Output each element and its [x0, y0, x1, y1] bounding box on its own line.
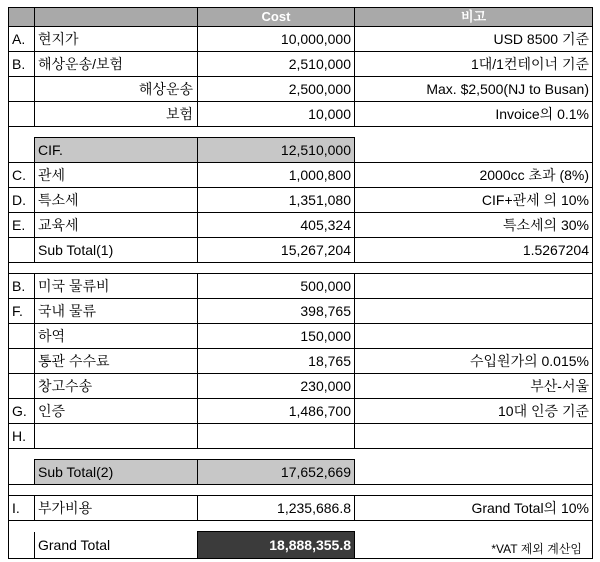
table-row: 하역 150,000	[9, 324, 593, 349]
header-item	[35, 8, 198, 27]
spacer-row	[9, 485, 593, 496]
footnote: *VAT 제외 계산임	[491, 542, 582, 556]
spacer-row	[9, 263, 593, 274]
header-row	[9, 8, 593, 27]
table-row-cif: CIF. 12,510,000	[9, 138, 593, 163]
table-row: F. 국내 물류 398,765	[9, 299, 593, 324]
table-row: B. 해상운송/보험 2,510,000 1대/1컨테이너 기준	[9, 52, 593, 77]
table-row: 창고수송 230,000 부산-서울	[9, 374, 593, 399]
spacer-row	[9, 449, 593, 460]
table-row: E. 교육세 405,324 특소세의 30%	[9, 213, 593, 238]
table-row: B. 미국 물류비 500,000	[9, 274, 593, 299]
table-row: A. 현지가 10,000,000 USD 8500 기준	[9, 27, 593, 52]
spacer-row	[9, 127, 593, 138]
table-row: D. 특소세 1,351,080 CIF+관세 의 10%	[9, 188, 593, 213]
table-row-grand-total: Grand Total 18,888,355.8	[9, 532, 593, 559]
spacer-row	[9, 521, 593, 532]
table-row: C. 관세 1,000,800 2000cc 초과 (8%)	[9, 163, 593, 188]
table-row: 통관 수수료 18,765 수입원가의 0.015%	[9, 349, 593, 374]
table-row-subtotal-2: Sub Total(2) 17,652,669	[9, 460, 593, 485]
header-cost: Cost	[198, 8, 355, 27]
table-row: 보험 10,000 Invoice의 0.1%	[9, 102, 593, 127]
header-key	[9, 8, 35, 27]
table-row: H.	[9, 424, 593, 449]
table-row: 해상운송 2,500,000 Max. $2,500(NJ to Busan)	[9, 77, 593, 102]
header-remarks: 비고	[355, 8, 593, 27]
table-row: G. 인증 1,486,700 10대 인증 기준	[9, 399, 593, 424]
table-row: I. 부가비용 1,235,686.8 Grand Total의 10%	[9, 496, 593, 521]
cost-table	[8, 7, 593, 559]
table-row-subtotal-1: Sub Total(1) 15,267,204 1.5267204	[9, 238, 593, 263]
